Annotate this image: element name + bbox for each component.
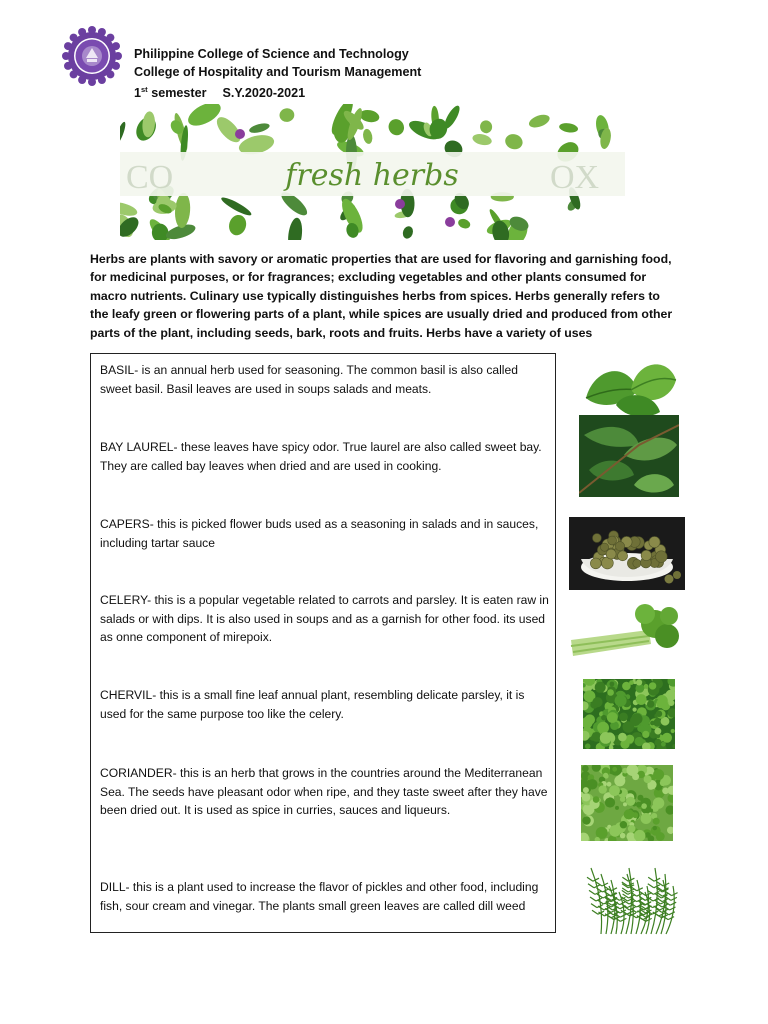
chervil-image — [583, 679, 675, 749]
semester-line — [134, 81, 421, 103]
intro-paragraph: Herbs are plants with savory or aromatic properties that are used for flavoring and garnishing food, for medicinal purposes, or for fragrances; excluding vegetables and other plants consumed for macro nutrients. Culinary use typically distinguishes herbs from spices. Herbs generally refers to the leafy green or flowering parts of a plant, while spices are usually dried and produced from other parts of the plant, including seeds, bark, roots and fruits. Herbs have a variety of uses — [90, 252, 673, 340]
herb-entry-basil: BASIL- is an annual herb used for seasoning. The common basil is also called sweet basil. Basil leaves are used in soups salads and meats. — [100, 363, 518, 396]
herb-definitions-box — [90, 353, 556, 933]
dill-image — [581, 860, 681, 936]
herb-entry-bay-laurel: BAY LAUREL- these leaves have spicy odor. True laurel are also called sweet bay. They are called bay leaves when dried and are used in cooking. — [100, 440, 542, 473]
bay-laurel-image — [579, 415, 679, 497]
banner-ghost-left: CO — [126, 159, 174, 196]
herb-entry-chervil: CHERVIL- this is a small fine leaf annual plant, resembling delicate parsley, it is used for the same purpose too like the celery. — [100, 688, 525, 721]
capers-image — [569, 517, 685, 590]
herb-entry-celery: CELERY- this is a popular vegetable related to carrots and parsley. It is eaten raw in salads or with dips. It is also used in soups and as a garnish for other food. its used as onne component of mirepoix. — [100, 593, 549, 645]
semester-suffix: st — [141, 85, 148, 94]
herb-entry-coriander: CORIANDER- this is an herb that grows in the countries around the Mediterranean Sea. The seeds have pleasant odor when ripe, and they taste sweet after they have been dried out. It is used as spice in curries, sauces and liqueurs. — [100, 766, 548, 818]
semester-number: 1 — [134, 86, 142, 101]
school-year: S.Y.2020-2021 — [222, 86, 306, 101]
banner-ghost-right: OX — [550, 159, 600, 196]
school-name: Philippine College of Science and Technology — [134, 47, 409, 61]
herb-entry-dill: DILL- this is a plant used to increase the flavor of pickles and other food, including fish, sour cream and vinegar. The plants small green leaves are called dill weed — [100, 880, 539, 913]
college-name: College of Hospitality and Tourism Management — [134, 64, 422, 79]
document-header — [134, 46, 421, 103]
celery-image — [569, 600, 681, 672]
basil-image — [576, 350, 686, 420]
fresh-herbs-banner — [120, 104, 625, 240]
semester-word: semester — [151, 86, 207, 101]
coriander-image — [581, 765, 673, 841]
banner-title: fresh herbs — [285, 158, 459, 193]
college-logo — [62, 26, 122, 86]
herb-entry-capers: CAPERS- this is picked flower buds used as a seasoning in salads and in sauces, including tartar sauce — [100, 517, 539, 550]
